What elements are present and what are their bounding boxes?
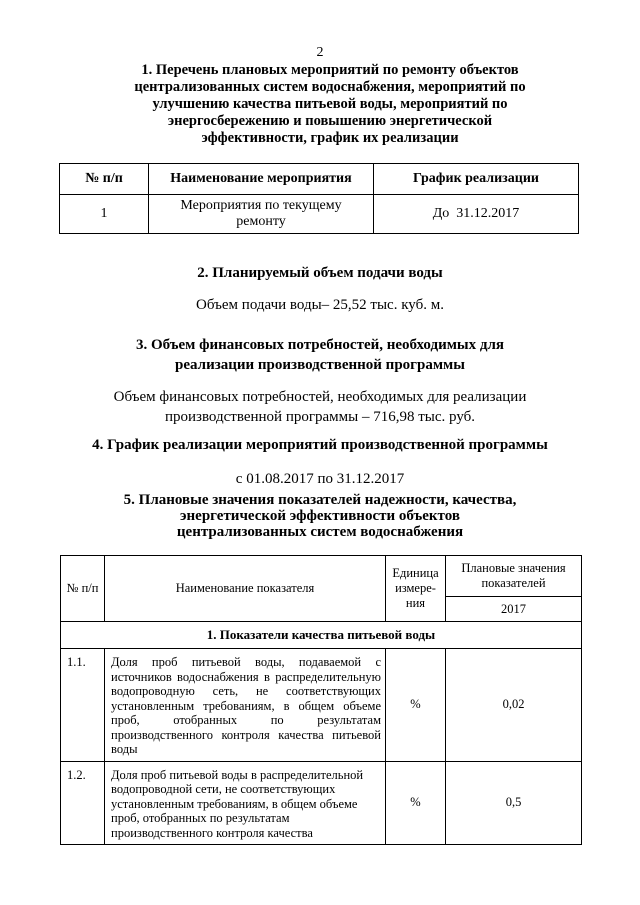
section-3-text: Объем финансовых потребностей, необходимых для реализации производственной программы – 716,98 тыс. руб.	[113, 389, 527, 425]
ind-group-title: 1. Показатели качества питьевой воды	[61, 622, 582, 649]
section-2-text: Объем подачи воды– 25,52 тыс. куб. м.	[196, 297, 444, 313]
table-row	[61, 761, 582, 845]
plan-header-schedule: График реализации	[374, 164, 579, 195]
ind-header-name: Наименование показателя	[105, 556, 386, 622]
ind-row-num: 1.2.	[61, 761, 105, 845]
ind-row-unit: %	[386, 649, 446, 762]
table-row	[60, 195, 579, 234]
indicators-table	[60, 555, 582, 845]
indicators-header-row	[61, 556, 582, 597]
plan-cell-num: 1	[60, 195, 149, 234]
ind-header-year: 2017	[446, 597, 582, 622]
section-4-title: 4. График реализации мероприятий производственной программы	[92, 437, 548, 453]
ind-header-num: № п/п	[61, 556, 105, 622]
plan-cell-schedule: До 31.12.2017	[374, 195, 579, 234]
section-2-title: 2. Планируемый объем подачи воды	[197, 265, 443, 281]
plan-table	[59, 163, 579, 234]
plan-cell-name: Мероприятия по текущему ремонту	[149, 195, 374, 234]
indicators-group-row	[61, 622, 582, 649]
ind-row-num: 1.1.	[61, 649, 105, 762]
section-5-title: 5. Плановые значения показателей надежности, качества, энергетической эффективности объектов централизованных систем водоснабжения	[123, 492, 517, 540]
ind-row-name: Доля проб питьевой воды в распределительной водопроводной сети, не соответствующих установленным требованиям, в общем объеме проб, отобранных по результатам производственного контроля качества	[105, 761, 386, 845]
section-4-text: с 01.08.2017 по 31.12.2017	[235, 471, 405, 487]
table-row	[61, 649, 582, 762]
plan-header-name: Наименование мероприятия	[149, 164, 374, 195]
section-1-title: 1. Перечень плановых мероприятий по ремонту объектов централизованных систем водоснабжения, мероприятий по улучшению качества питьевой воды, мероприятий по энергосбережению и повышению энергетической эффективности, график их реализации	[134, 62, 526, 146]
section-3-title: 3. Объем финансовых потребностей, необходимых для реализации производственной программы	[135, 337, 505, 373]
ind-header-unit: Единица измере-ния	[386, 556, 446, 622]
page-number: 2	[316, 45, 324, 60]
ind-row-value: 0,5	[446, 761, 582, 845]
ind-header-planned: Плановые значения показателей	[446, 556, 582, 597]
plan-header-num: № п/п	[60, 164, 149, 195]
ind-row-unit: %	[386, 761, 446, 845]
ind-row-value: 0,02	[446, 649, 582, 762]
ind-row-name: Доля проб питьевой воды, подаваемой с источников водоснабжения в распределительную водопроводную сеть, не соответствующих установленным требованиям, в общем объеме проб, отобранных по результатам производственного контроля качества питьевой воды	[105, 649, 386, 762]
plan-table-header-row	[60, 164, 579, 195]
